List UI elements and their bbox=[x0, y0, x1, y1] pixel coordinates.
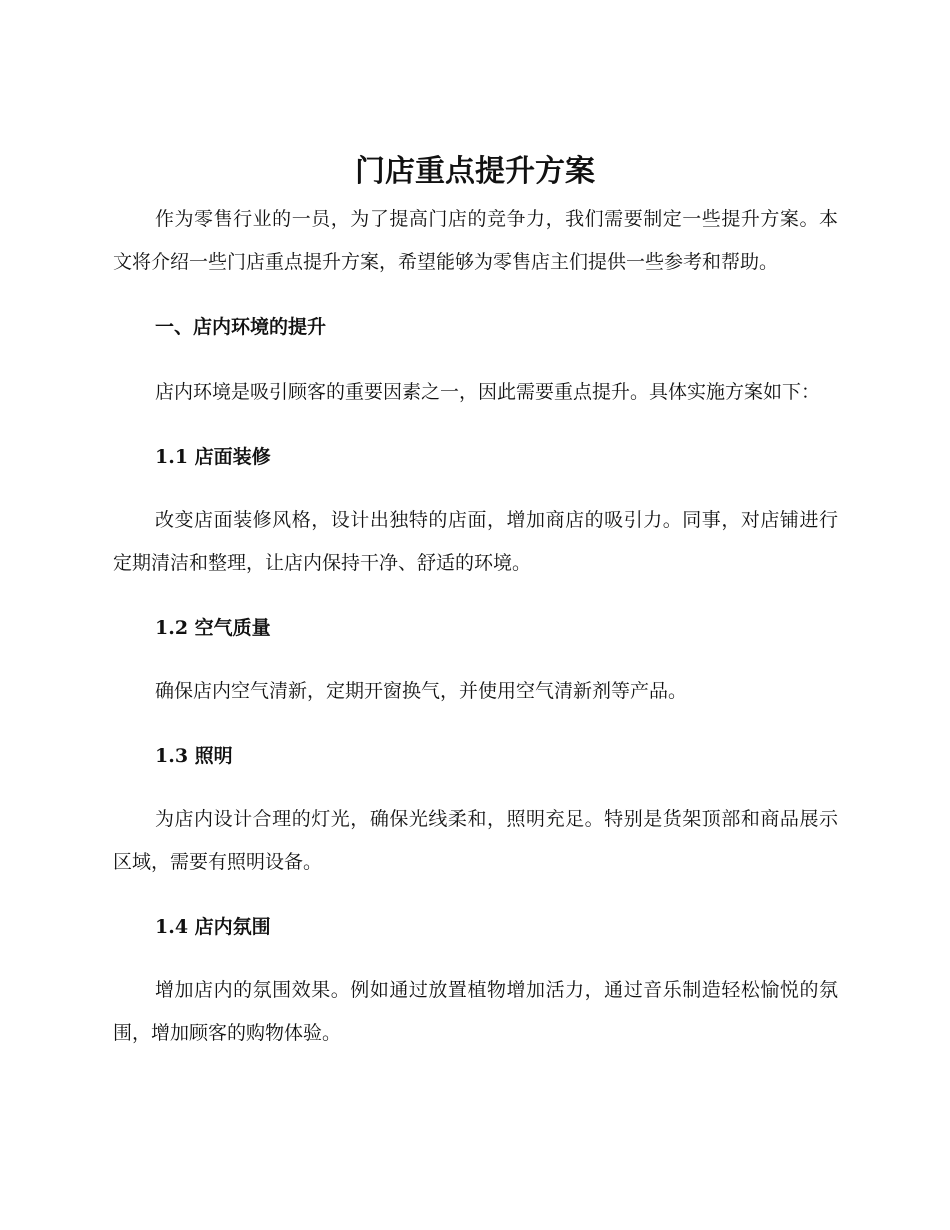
document-body bbox=[113, 198, 838, 1055]
subsection-body-lighting: 为店内设计合理的灯光，确保光线柔和，照明充足。特别是货架顶部和商品展示区域，需要有照明设备。 bbox=[113, 808, 838, 873]
subsection-body-atmosphere: 增加店内的氛围效果。例如通过放置植物增加活力，通过音乐制造轻松愉悦的氛围，增加顾客的购物体验。 bbox=[113, 979, 838, 1044]
subsection-heading-air-quality: 1.2 空气质量 bbox=[155, 617, 271, 639]
intro-paragraph: 作为零售行业的一员，为了提高门店的竞争力，我们需要制定一些提升方案。本文将介绍一些门店重点提升方案，希望能够为零售店主们提供一些参考和帮助。 bbox=[113, 208, 838, 273]
subsection-body-air-quality: 确保店内空气清新，定期开窗换气，并使用空气清新剂等产品。 bbox=[155, 680, 688, 702]
section-intro-paragraph: 店内环境是吸引顾客的重要因素之一，因此需要重点提升。具体实施方案如下： bbox=[155, 381, 821, 403]
section-heading-environment: 一、店内环境的提升 bbox=[155, 316, 327, 338]
subsection-body-storefront: 改变店面装修风格，设计出独特的店面，增加商店的吸引力。同事，对店铺进行定期清洁和整理，让店内保持干净、舒适的环境。 bbox=[113, 509, 838, 574]
subsection-heading-atmosphere: 1.4 店内氛围 bbox=[155, 916, 271, 938]
subsection-heading-lighting: 1.3 照明 bbox=[155, 745, 233, 767]
subsection-heading-storefront: 1.1 店面装修 bbox=[155, 446, 271, 468]
document-title: 门店重点提升方案 bbox=[355, 154, 595, 189]
